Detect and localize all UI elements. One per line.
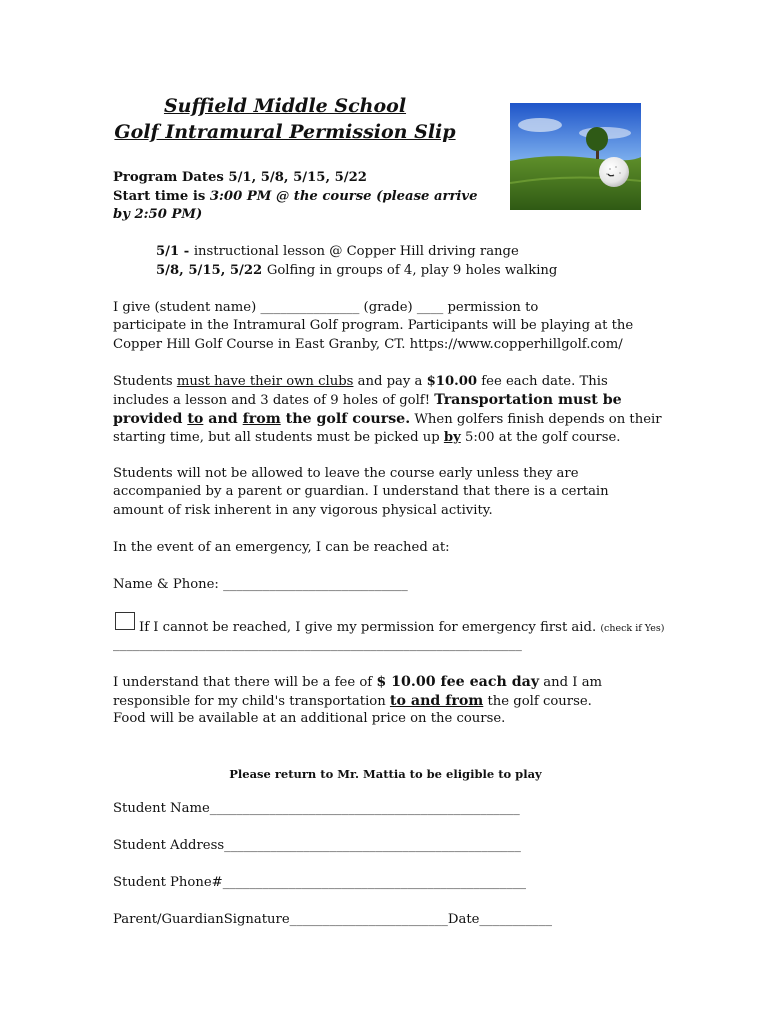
fees-text: Students	[113, 374, 177, 389]
fee-ack-text: I understand that there will be a fee of	[113, 675, 377, 690]
first-aid-checkbox[interactable]	[115, 612, 135, 630]
golf-ball-photo	[510, 103, 641, 210]
start-time-line	[113, 188, 477, 207]
fee-ack-text: responsible for my child's transportation	[113, 694, 390, 709]
start-time-value: 3:00 PM @ the course (please arrive	[209, 189, 478, 204]
fee-ack-text: and I am	[539, 675, 603, 690]
transportation-notice: provided	[113, 411, 188, 427]
own-clubs-text: must have their own clubs	[176, 374, 354, 389]
transportation-notice: Transportation must be	[434, 392, 622, 408]
fees-text: includes a lesson and 3 dates of 9 holes of golf!	[113, 393, 435, 408]
start-time-label: Start time is	[113, 189, 210, 204]
to-text: to	[187, 411, 204, 427]
check-note: (check if Yes)	[600, 623, 665, 634]
consent-line-2: participate in the Intramural Golf program. Participants will be playing at the	[113, 318, 634, 333]
consent-line-1: I give (student name) _______________ (grade) ____ permission to	[113, 300, 539, 315]
emergency-intro: In the event of an emergency, I can be reached at:	[113, 540, 450, 555]
risk-line-1: Students will not be allowed to leave the course early unless they are	[113, 466, 579, 481]
schedule-item-1-text: instructional lesson @ Copper Hill driving range	[193, 244, 519, 259]
risk-line-2: accompanied by a parent or guardian. I understand that there is a certain	[113, 484, 609, 499]
from-text: from	[242, 411, 281, 427]
first-aid-signature-line[interactable]: ______________________________________________________________	[113, 637, 522, 652]
fee-ack-line-3: Food will be available at an additional price on the course.	[113, 711, 506, 726]
schedule-item-1	[156, 243, 519, 262]
return-instructions: Please return to Mr. Mattia to be eligible to play	[229, 767, 542, 781]
schedule-item-2	[156, 262, 557, 281]
school-title: Suffield Middle School	[163, 95, 407, 117]
fees-line-4	[113, 429, 620, 448]
student-name-field[interactable]: Student Name_______________________________________________	[113, 801, 520, 816]
fee-ack-line-1	[113, 673, 602, 693]
by-text: by	[443, 430, 461, 445]
to-and-from-text: to and from	[389, 693, 484, 709]
schedule-item-2-text: Golfing in groups of 4, play 9 holes walking	[266, 263, 558, 278]
daily-fee: $ 10.00 fee each day	[376, 674, 540, 690]
name-phone-field[interactable]: Name & Phone: ____________________________	[113, 577, 408, 592]
fees-text: 5:00 at the golf course.	[460, 430, 621, 445]
fees-line-3	[113, 410, 662, 430]
risk-line-3: amount of risk inherent in any vigorous physical activity.	[113, 503, 493, 518]
first-aid-text: If I cannot be reached, I give my permission for emergency first aid.	[139, 620, 601, 635]
fee-ack-line-2	[113, 692, 592, 712]
fees-text: starting time, but all students must be picked up	[113, 430, 444, 445]
fee-amount: $10.00	[426, 374, 478, 389]
form-title: Golf Intramural Permission Slip	[114, 121, 456, 143]
arrive-time: by 2:50 PM)	[113, 207, 203, 222]
consent-line-3: Copper Hill Golf Course in East Granby, CT. https://www.copperhillgolf.com/	[113, 337, 623, 352]
fees-line-1	[113, 373, 608, 392]
schedule-item-2-date: 5/8, 5/15, 5/22	[156, 263, 267, 278]
fees-text: fee each date. This	[477, 374, 608, 389]
student-phone-field[interactable]: Student Phone#______________________________________________	[113, 875, 527, 890]
transportation-notice: and	[203, 411, 243, 427]
student-address-field[interactable]: Student Address_____________________________________________	[113, 838, 521, 853]
program-dates: Program Dates 5/1, 5/8, 5/15, 5/22	[113, 170, 367, 185]
fees-line-2	[113, 391, 622, 411]
schedule-item-1-date: 5/1 -	[156, 244, 194, 259]
fee-ack-text: the golf course.	[483, 694, 592, 709]
fees-text: and pay a	[353, 374, 427, 389]
fees-text: When golfers finish depends on their	[410, 412, 662, 427]
transportation-notice: the golf course.	[280, 411, 411, 427]
parent-signature-field[interactable]: Parent/GuardianSignature________________________Date___________	[113, 912, 552, 927]
